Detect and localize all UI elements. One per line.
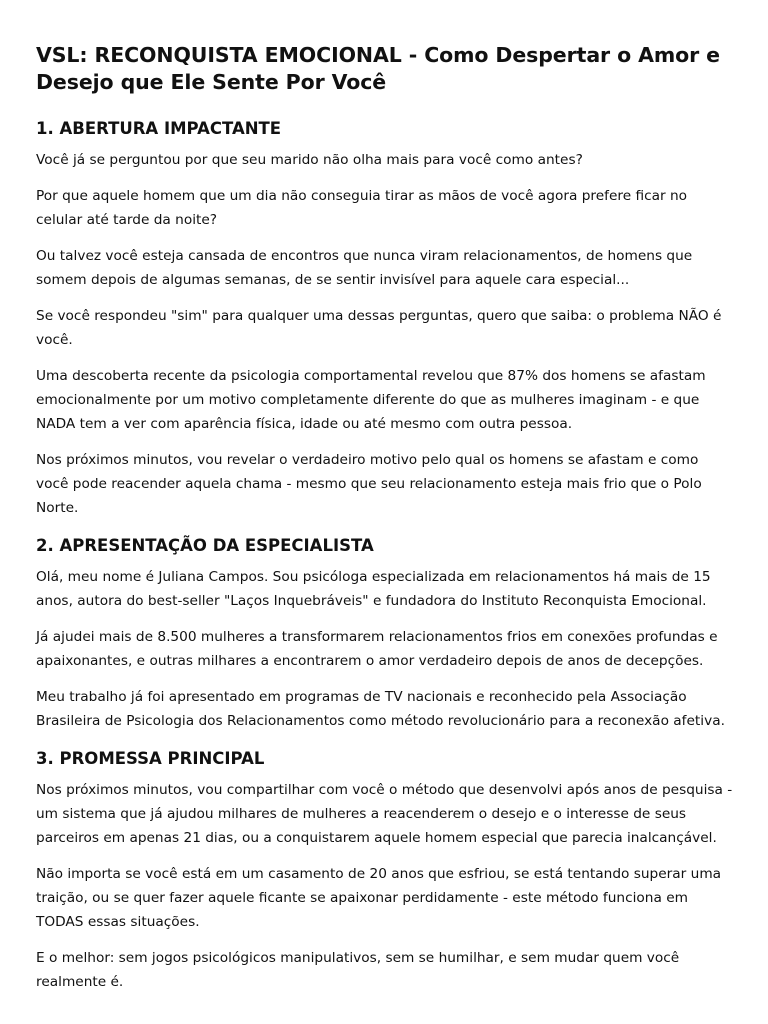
paragraph: Por que aquele homem que um dia não conseguia tirar as mãos de você agora prefere ficar no celular até tarde da noite? [36,188,688,228]
paragraph: Olá, meu nome é Juliana Campos. Sou psicóloga especializada em relacionamentos há mais de 15 anos, autora do best-seller "Laços Inquebráveis" e fundadora do Instituto Reconquista Emocional. [36,569,711,609]
paragraph: Você já se perguntou por que seu marido não olha mais para você como antes? [36,152,583,168]
paragraph: Ou talvez você esteja cansada de encontros que nunca viram relacionamentos, de homens que somem depois de algumas semanas, de se sentir invisível para aquele cara especial... [36,248,693,288]
paragraph: Meu trabalho já foi apresentado em programas de TV nacionais e reconhecido pela Associação Brasileira de Psicologia dos Relacionamentos como método revolucionário para a reconexão afetiva. [36,689,725,729]
paragraph: Uma descoberta recente da psicologia comportamental revelou que 87% dos homens se afastam emocionalmente por um motivo completamente diferente do que as mulheres imaginam - e que NADA tem a ver com aparência física, idade ou até mesmo com outra pessoa. [36,368,706,432]
page-title: VSL: RECONQUISTA EMOCIONAL - Como Despertar o Amor e Desejo que Ele Sente Por Você [36,43,720,94]
section-abertura-impactante [36,118,734,520]
paragraph: E o melhor: sem jogos psicológicos manipulativos, sem se humilhar, e sem mudar quem você realmente é. [36,950,680,990]
section-apresentacao-especialista [36,535,734,733]
paragraph: Não importa se você está em um casamento de 20 anos que esfriou, se está tentando superar uma traição, ou se quer fazer aquele ficante se apaixonar perdidamente - este método funciona em TODAS essas situações. [36,866,722,930]
section-heading: 3. PROMESSA PRINCIPAL [36,749,265,768]
paragraph: Se você respondeu "sim" para qualquer uma dessas perguntas, quero que saiba: o problema NÃO é você. [36,308,722,348]
section-promessa-principal [36,748,734,994]
paragraph: Já ajudei mais de 8.500 mulheres a transformarem relacionamentos frios em conexões profundas e apaixonantes, e outras milhares a encontrarem o amor verdadeiro depois de anos de decepções. [36,629,718,669]
section-heading: 2. APRESENTAÇÃO DA ESPECIALISTA [36,536,374,555]
paragraph: Nos próximos minutos, vou revelar o verdadeiro motivo pelo qual os homens se afastam e como você pode reacender aquela chama - mesmo que seu relacionamento esteja mais frio que o Polo Norte. [36,452,702,516]
paragraph: Nos próximos minutos, vou compartilhar com você o método que desenvolvi após anos de pesquisa - um sistema que já ajudou milhares de mulheres a reacenderem o desejo e o interesse de seus parceiros em apenas 21 dias, ou a conquistarem aquele homem especial que parecia inalcançável. [36,782,733,846]
section-heading: 1. ABERTURA IMPACTANTE [36,119,282,138]
